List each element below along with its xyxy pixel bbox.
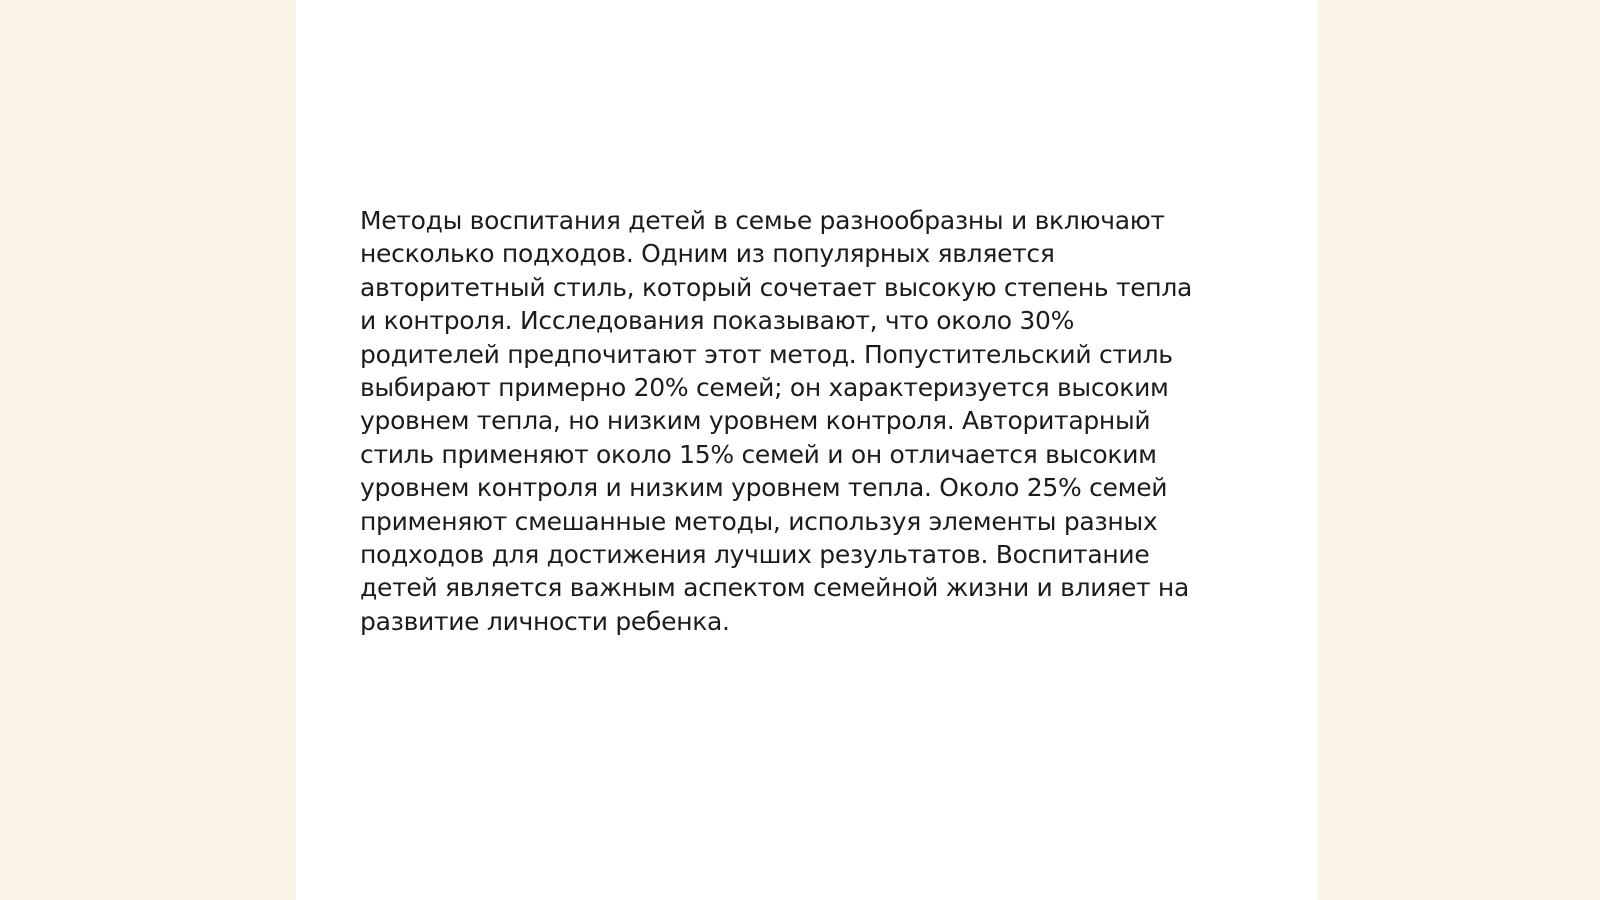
text-line: развитие личности ребенка.	[360, 606, 730, 636]
text-line: уровнем тепла, но низким уровнем контроля. Авторитарный	[360, 406, 1151, 436]
text-line: применяют смешанные методы, используя элементы разных	[360, 506, 1158, 536]
body-paragraph	[360, 204, 1240, 638]
right-margin-panel	[1318, 0, 1600, 900]
left-margin-panel	[0, 0, 296, 900]
text-line: подходов для достижения лучших результатов. Воспитание	[360, 540, 1150, 570]
text-line: и контроля. Исследования показывают, что около 30%	[360, 306, 1075, 336]
text-line: несколько подходов. Одним из популярных является	[360, 239, 1055, 269]
text-line: уровнем контроля и низким уровнем тепла. Около 25% семей	[360, 473, 1168, 503]
text-line: авторитетный стиль, который сочетает высокую степень тепла	[360, 272, 1193, 302]
content-sheet	[296, 0, 1318, 900]
text-line: выбирают примерно 20% семей; он характеризуется высоким	[360, 373, 1169, 403]
text-line: родителей предпочитают этот метод. Попустительский стиль	[360, 339, 1173, 369]
text-line: стиль применяют около 15% семей и он отличается высоким	[360, 439, 1157, 469]
text-line: детей является важным аспектом семейной жизни и влияет на	[360, 573, 1189, 603]
text-line: Методы воспитания детей в семье разнообразны и включают	[360, 206, 1165, 235]
